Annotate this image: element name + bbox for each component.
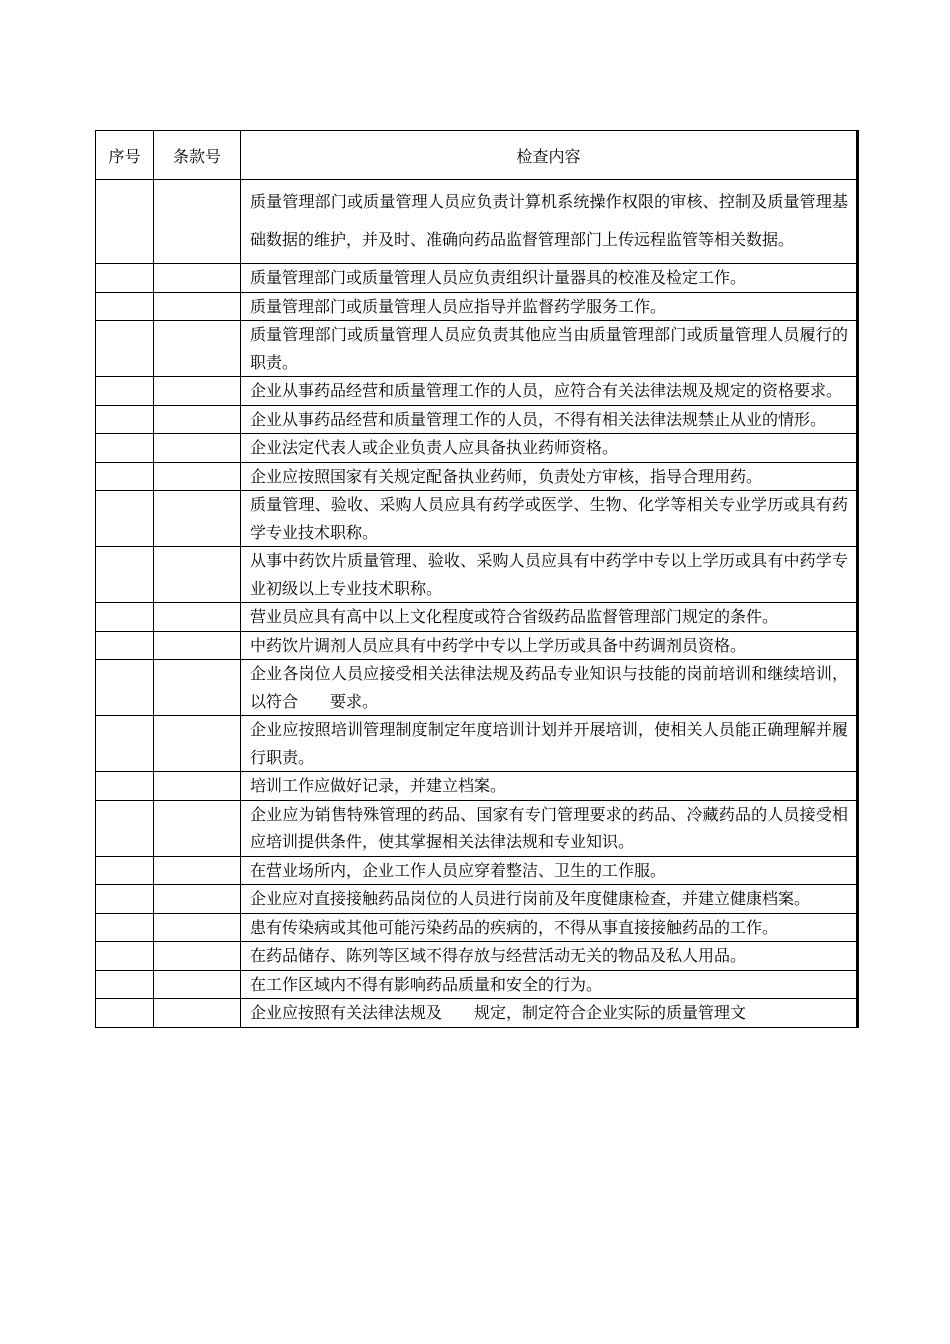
row-content-cell: 企业应为销售特殊管理的药品、国家有专门管理要求的药品、冷藏药品的人员接受相应培训提供条件，使其掌握相关法律法规和专业知识。 (241, 800, 858, 856)
row-clause-cell (154, 716, 241, 772)
row-clause-cell (154, 292, 241, 321)
row-content-cell: 中药饮片调剂人员应具有中药学中专以上学历或具备中药调剂员资格。 (241, 631, 858, 660)
row-seq-cell (96, 800, 154, 856)
header-clause: 条款号 (154, 131, 241, 180)
row-content-cell: 在工作区域内不得有影响药品质量和安全的行为。 (241, 970, 858, 999)
row-seq-cell (96, 913, 154, 942)
row-clause-cell (154, 377, 241, 406)
table-row (96, 970, 858, 999)
header-content: 检查内容 (241, 131, 858, 180)
row-seq-cell (96, 603, 154, 632)
row-clause-cell (154, 547, 241, 603)
row-seq-cell (96, 292, 154, 321)
row-content-cell: 质量管理部门或质量管理人员应负责计算机系统操作权限的审核、控制及质量管理基础数据的维护，并及时、准确向药品监督管理部门上传远程监管等相关数据。 (241, 180, 858, 264)
row-seq-cell (96, 660, 154, 716)
row-seq-cell (96, 970, 154, 999)
row-clause-cell (154, 405, 241, 434)
row-content-cell: 企业从事药品经营和质量管理工作的人员，应符合有关法律法规及规定的资格要求。 (241, 377, 858, 406)
row-clause-cell (154, 856, 241, 885)
row-content-cell: 在药品储存、陈列等区域不得存放与经营活动无关的物品及私人用品。 (241, 942, 858, 971)
table-row (96, 462, 858, 491)
row-seq-cell (96, 999, 154, 1028)
header-seq: 序号 (96, 131, 154, 180)
row-seq-cell (96, 377, 154, 406)
row-content-cell: 质量管理部门或质量管理人员应负责组织计量器具的校准及检定工作。 (241, 264, 858, 293)
row-clause-cell (154, 321, 241, 377)
table-row (96, 603, 858, 632)
row-clause-cell (154, 660, 241, 716)
row-content-cell: 企业应按照国家有关规定配备执业药师，负责处方审核，指导合理用药。 (241, 462, 858, 491)
row-content-cell: 企业法定代表人或企业负责人应具备执业药师资格。 (241, 434, 858, 463)
table-row (96, 264, 858, 293)
table-row (96, 660, 858, 716)
row-content-cell: 企业应按照培训管理制度制定年度培训计划并开展培训，使相关人员能正确理解并履行职责。 (241, 716, 858, 772)
row-content-cell: 企业从事药品经营和质量管理工作的人员，不得有相关法律法规禁止从业的情形。 (241, 405, 858, 434)
row-seq-cell (96, 631, 154, 660)
table-row (96, 885, 858, 914)
row-clause-cell (154, 885, 241, 914)
row-content-cell: 从事中药饮片质量管理、验收、采购人员应具有中药学中专以上学历或具有中药学专业初级以上专业技术职称。 (241, 547, 858, 603)
row-clause-cell (154, 800, 241, 856)
row-content-cell: 患有传染病或其他可能污染药品的疾病的，不得从事直接接触药品的工作。 (241, 913, 858, 942)
table-row (96, 913, 858, 942)
table-row (96, 321, 858, 377)
table-row (96, 856, 858, 885)
row-seq-cell (96, 180, 154, 264)
row-content-cell: 培训工作应做好记录，并建立档案。 (241, 772, 858, 801)
inspection-table (95, 130, 859, 1028)
row-clause-cell (154, 999, 241, 1028)
row-content-cell: 质量管理部门或质量管理人员应指导并监督药学服务工作。 (241, 292, 858, 321)
table-row (96, 631, 858, 660)
row-clause-cell (154, 970, 241, 999)
table-row (96, 772, 858, 801)
row-seq-cell (96, 264, 154, 293)
row-seq-cell (96, 942, 154, 971)
row-content-cell: 企业各岗位人员应接受相关法律法规及药品专业知识与技能的岗前培训和继续培训，以符合 要求。 (241, 660, 858, 716)
row-seq-cell (96, 405, 154, 434)
table-row (96, 377, 858, 406)
row-clause-cell (154, 913, 241, 942)
row-seq-cell (96, 716, 154, 772)
row-content-cell: 质量管理、验收、采购人员应具有药学或医学、生物、化学等相关专业学历或具有药学专业技术职称。 (241, 491, 858, 547)
row-seq-cell (96, 885, 154, 914)
row-clause-cell (154, 631, 241, 660)
table-body (96, 180, 858, 1028)
table-row (96, 180, 858, 264)
row-clause-cell (154, 434, 241, 463)
row-content-cell: 营业员应具有高中以上文化程度或符合省级药品监督管理部门规定的条件。 (241, 603, 858, 632)
row-seq-cell (96, 547, 154, 603)
row-content-cell: 企业应按照有关法律法规及 规定，制定符合企业实际的质量管理文 (241, 999, 858, 1028)
table-header-row (96, 131, 858, 180)
table-row (96, 491, 858, 547)
row-clause-cell (154, 942, 241, 971)
row-clause-cell (154, 772, 241, 801)
row-content-cell: 质量管理部门或质量管理人员应负责其他应当由质量管理部门或质量管理人员履行的职责。 (241, 321, 858, 377)
table-row (96, 292, 858, 321)
table-row (96, 434, 858, 463)
row-clause-cell (154, 264, 241, 293)
table-row (96, 800, 858, 856)
row-content-cell: 企业应对直接接触药品岗位的人员进行岗前及年度健康检查，并建立健康档案。 (241, 885, 858, 914)
row-seq-cell (96, 462, 154, 491)
row-seq-cell (96, 321, 154, 377)
row-seq-cell (96, 856, 154, 885)
row-seq-cell (96, 491, 154, 547)
table-row (96, 547, 858, 603)
table-row (96, 405, 858, 434)
row-clause-cell (154, 462, 241, 491)
row-content-cell: 在营业场所内，企业工作人员应穿着整洁、卫生的工作服。 (241, 856, 858, 885)
row-clause-cell (154, 603, 241, 632)
row-clause-cell (154, 491, 241, 547)
table-row (96, 999, 858, 1028)
row-seq-cell (96, 434, 154, 463)
row-clause-cell (154, 180, 241, 264)
table-row (96, 716, 858, 772)
row-seq-cell (96, 772, 154, 801)
table-row (96, 942, 858, 971)
